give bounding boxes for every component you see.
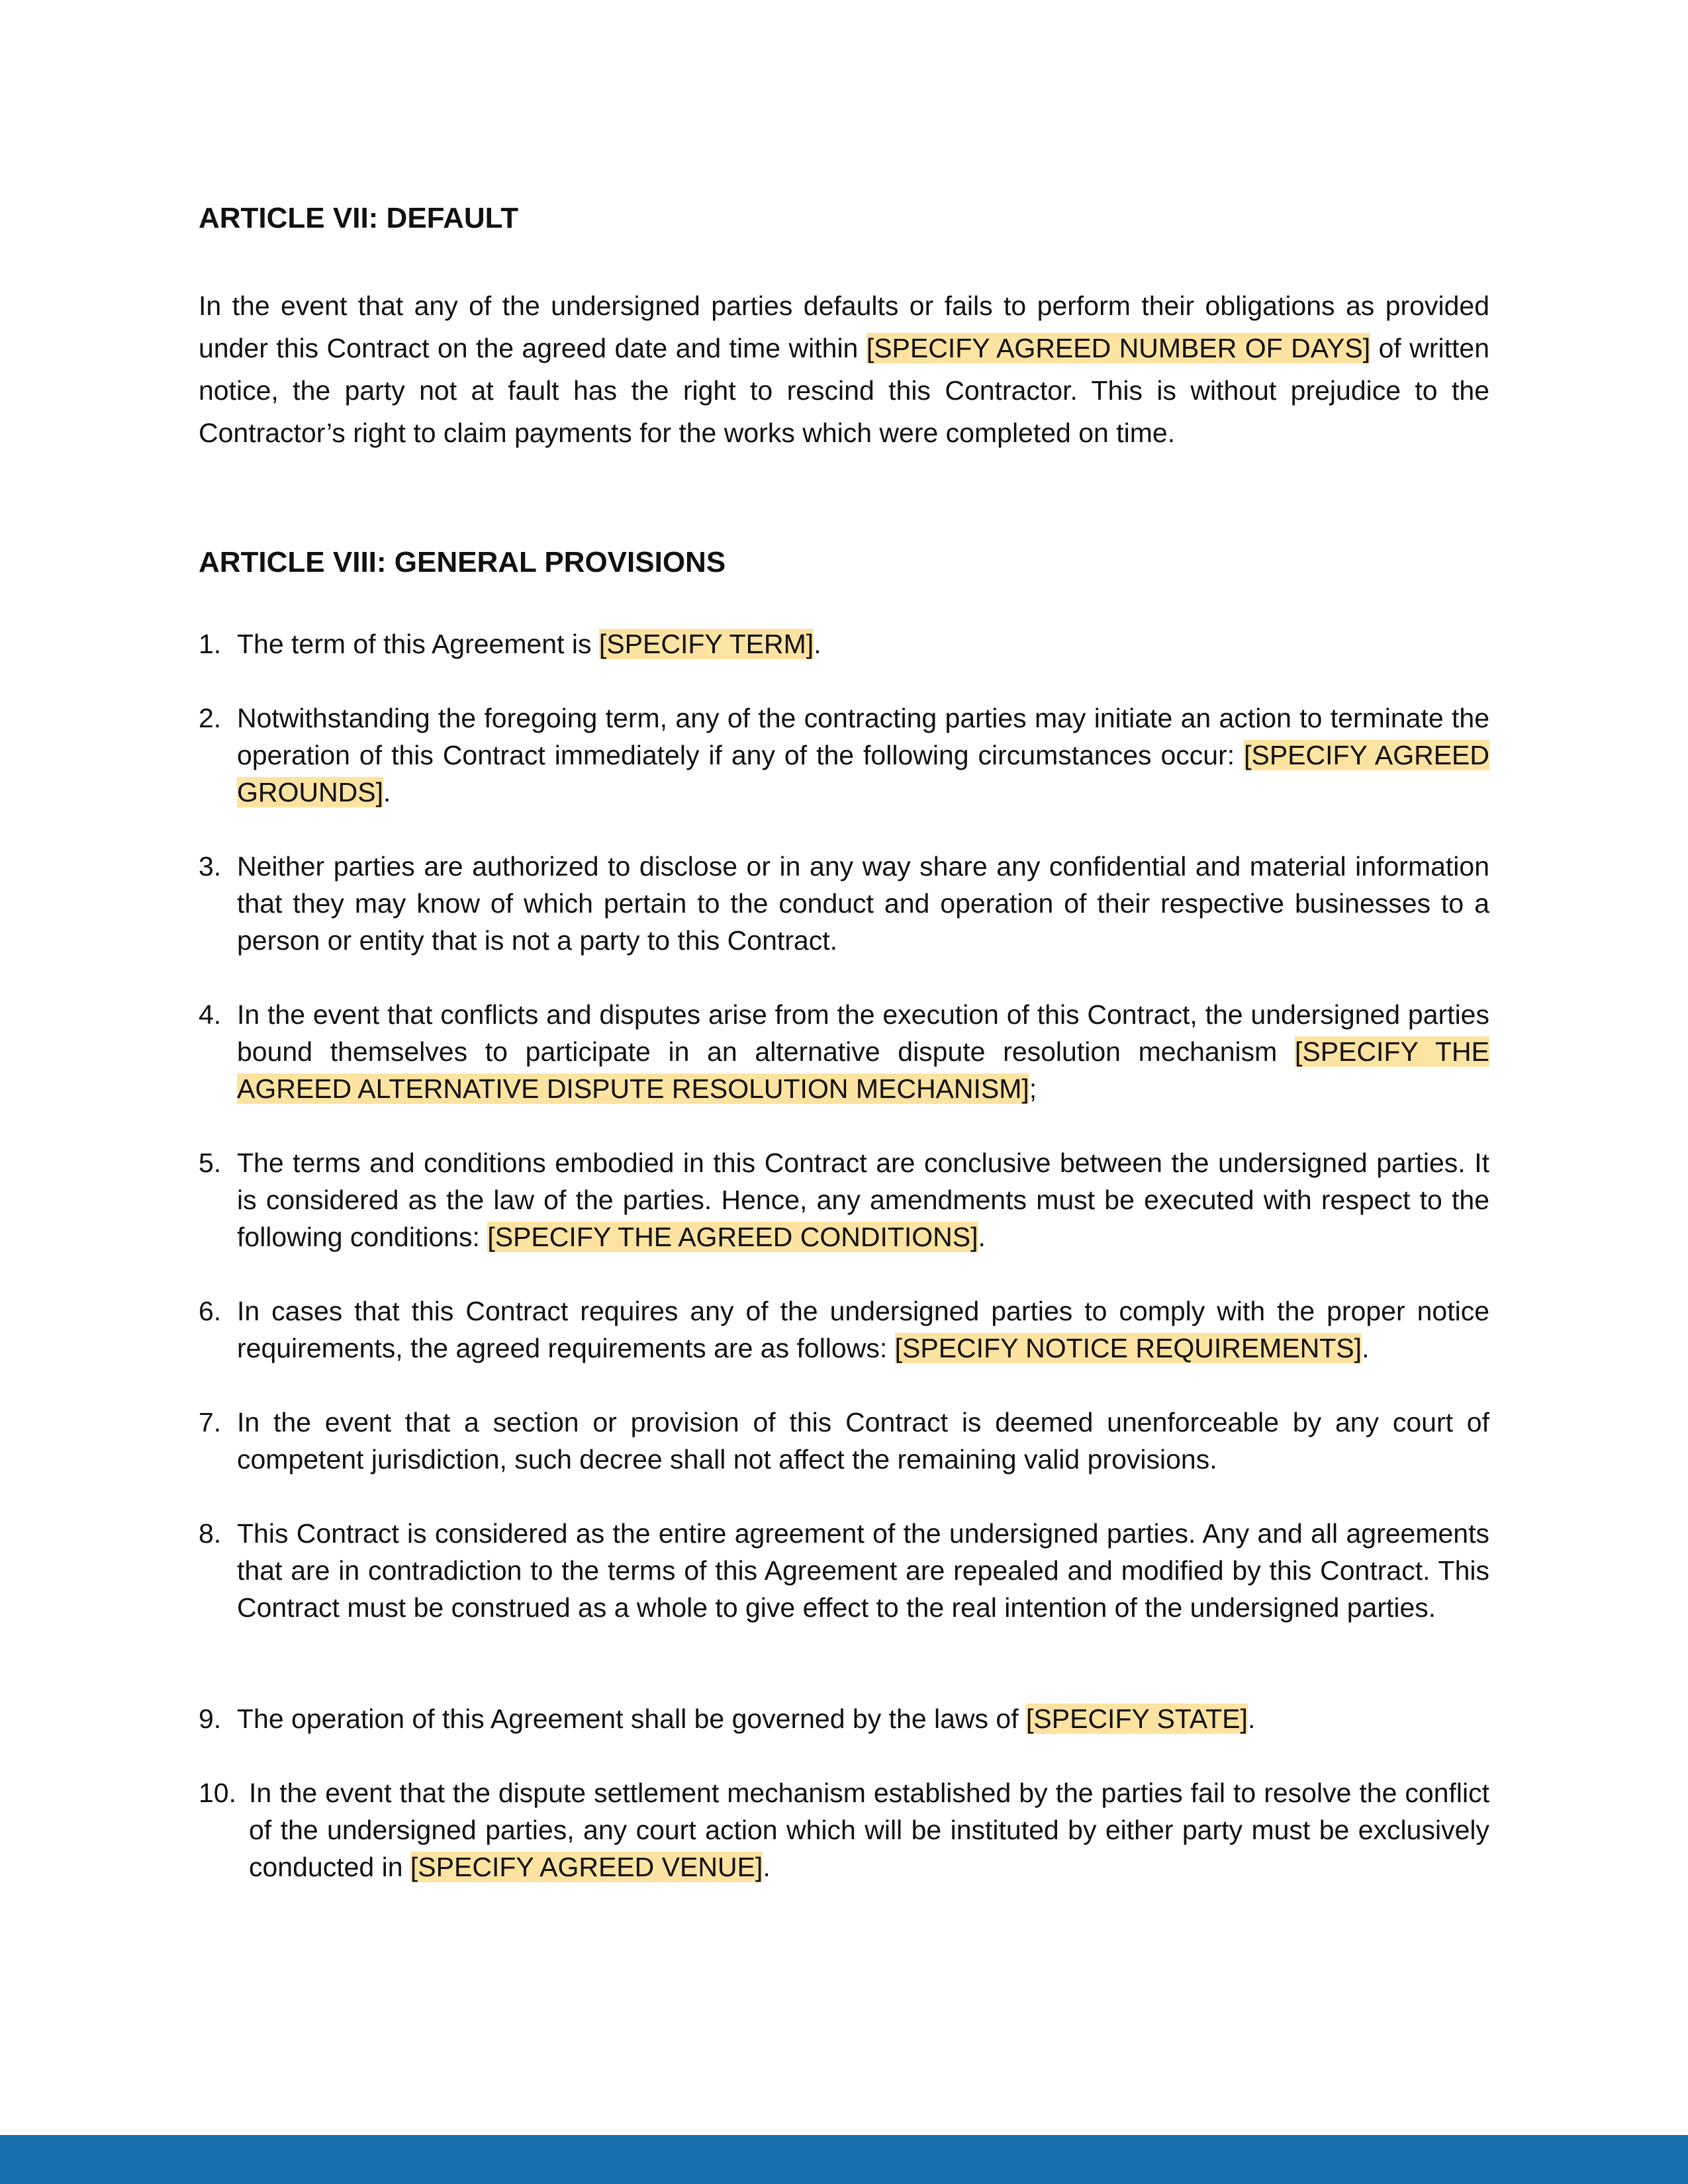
item-text (237, 700, 1489, 811)
item-number: 3. (199, 851, 222, 882)
provision-item-9 (199, 1700, 1489, 1737)
item-number: 8. (199, 1518, 222, 1549)
article-vii-text-after: of written notice, the party not at fault has the right to rescind this Contractor. This is without prejudice to the Contractor’s right to claim payments for the works which were completed on time. (199, 333, 1490, 448)
item-text (237, 1700, 1489, 1737)
article-viii-heading: ARTICLE VIII: GENERAL PROVISIONS (199, 546, 726, 578)
article-vii-heading: ARTICLE VII: DEFAULT (199, 202, 519, 234)
item-text (237, 996, 1489, 1107)
provision-item-3 (199, 848, 1489, 959)
placeholder-conditions: [SPECIFY THE AGREED CONDITIONS] (487, 1222, 978, 1252)
article-vii-text-before: In the event that any of the undersigned parties defaults or fails to perform their obligations as provided under this Contract on the agreed date and time within (199, 291, 1489, 363)
item-text-before: The term of this Agreement is (237, 629, 599, 659)
item-number: 6. (199, 1296, 222, 1326)
provision-item-6 (199, 1293, 1489, 1367)
item-number: 4. (199, 999, 222, 1030)
item-number: 2. (199, 703, 222, 733)
item-text: This Contract is considered as the entire agreement of the undersigned parties. Any and all agreements that are in contradiction to the terms of this Agreement are repealed and modified by this Contract. This Contract must be construed as a whole to give effect to the real intention of the undersigned parties. (237, 1518, 1489, 1623)
placeholder-days: [SPECIFY AGREED NUMBER OF DAYS] (866, 333, 1371, 363)
item-text-before: The terms and conditions embodied in this Contract are conclusive between the undersigned parties. It is considered as the law of the parties. Hence, any amendments must be executed with respect to the following conditions: (237, 1148, 1489, 1252)
footer-bar (0, 2135, 1688, 2184)
item-text-before: Notwithstanding the foregoing term, any of the contracting parties may initiate an action to terminate the operation of this Contract immediately if any of the following circumstances occur: (237, 703, 1489, 770)
item-text-after: . (978, 1222, 986, 1252)
item-text-after: . (1362, 1333, 1370, 1363)
provision-item-10 (199, 1774, 1489, 1886)
item-number: 5. (199, 1148, 222, 1178)
placeholder-venue: [SPECIFY AGREED VENUE] (410, 1852, 763, 1882)
provision-item-8 (199, 1515, 1489, 1626)
item-text: Neither parties are authorized to disclose or in any way share any confidential and material information that they may know of which pertain to the conduct and operation of their respective businesses to a person or entity that is not a party to this Contract. (237, 851, 1489, 956)
item-number: 1. (199, 629, 222, 659)
item-text-before: In the event that conflicts and disputes arise from the execution of this Contract, the undersigned parties bound themselves to participate in an alternative dispute resolution mechanism (237, 999, 1489, 1067)
item-number: 9. (199, 1704, 222, 1734)
provision-item-1 (199, 625, 1489, 662)
article-vii-paragraph (199, 285, 1489, 454)
item-text-before: In cases that this Contract requires any of the undersigned parties to comply with the proper notice requirements, the agreed requirements are as follows: (237, 1296, 1489, 1363)
item-text-before: In the event that the dispute settlement mechanism established by the parties fail to resolve the conflict of the undersigned parties, any court action which will be instituted by either party must be exclusively conducted in (249, 1778, 1489, 1882)
provision-item-4 (199, 996, 1489, 1107)
placeholder-term: [SPECIFY TERM] (598, 629, 814, 659)
item-text-before: The operation of this Agreement shall be governed by the laws of (237, 1704, 1027, 1734)
item-text-after: . (383, 777, 391, 807)
item-text-after: ; (1029, 1073, 1037, 1104)
provision-item-5 (199, 1144, 1489, 1255)
placeholder-state: [SPECIFY STATE] (1026, 1704, 1248, 1734)
item-text (249, 1774, 1489, 1886)
item-text (237, 1144, 1489, 1255)
provision-item-2 (199, 700, 1489, 811)
placeholder-adr-mechanism: [SPECIFY THE AGREED ALTERNATIVE DISPUTE RESOLUTION MECHANISM] (237, 1036, 1490, 1104)
item-text-after: . (763, 1852, 771, 1882)
item-text-after: . (814, 629, 821, 659)
placeholder-grounds: [SPECIFY AGREED GROUNDS] (237, 740, 1489, 807)
item-text: In the event that a section or provision of this Contract is deemed unenforceable by any court of competent jurisdiction, such decree shall not affect the remaining valid provisions. (237, 1407, 1489, 1475)
item-text-after: . (1247, 1704, 1256, 1734)
item-text (237, 1293, 1489, 1367)
item-text (237, 625, 1489, 662)
item-number: 10. (199, 1778, 236, 1808)
provision-item-7 (199, 1404, 1489, 1478)
placeholder-notice: [SPECIFY NOTICE REQUIREMENTS] (894, 1333, 1362, 1363)
item-number: 7. (199, 1407, 222, 1437)
